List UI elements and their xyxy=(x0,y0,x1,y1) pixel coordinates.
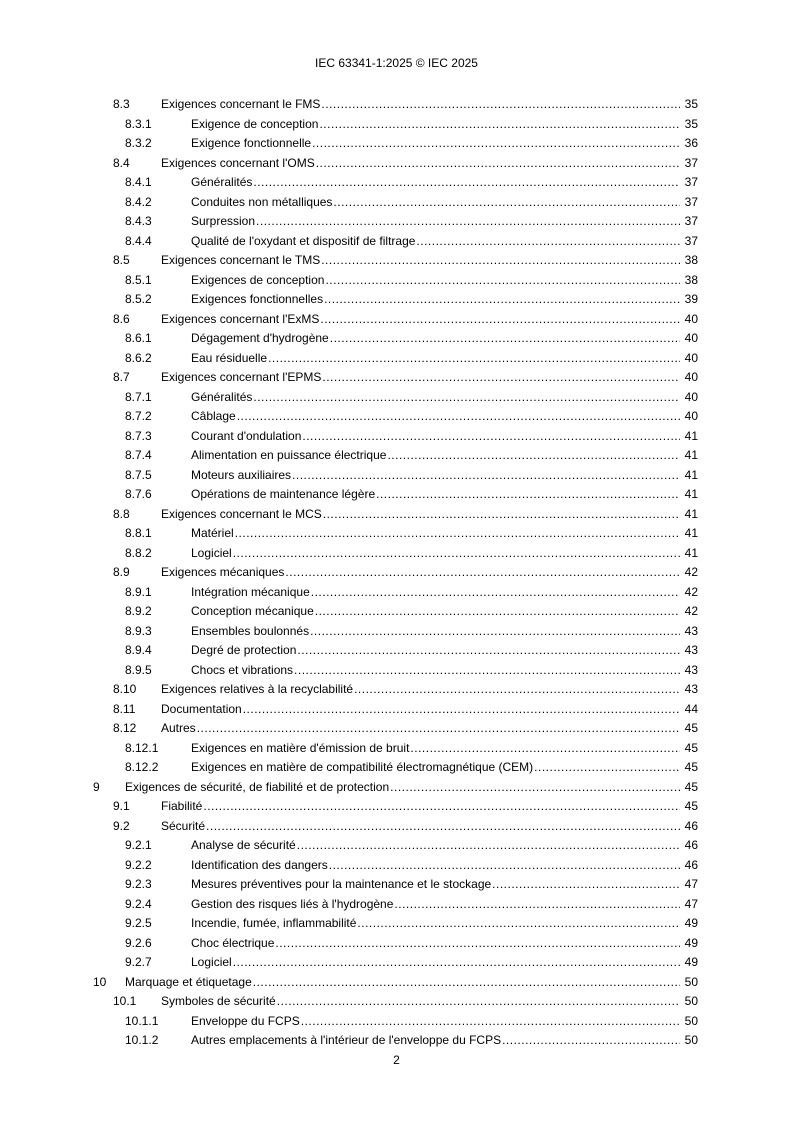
toc-entry-number: 9.1 xyxy=(113,799,130,813)
dot-leader xyxy=(319,115,680,135)
dot-leader xyxy=(315,602,680,622)
toc-entry-title[interactable]: Choc électrique xyxy=(191,935,275,950)
toc-entry-page: 50 xyxy=(684,1033,698,1047)
toc-entry-page: 43 xyxy=(684,643,698,657)
dot-leader xyxy=(325,271,680,291)
dot-leader xyxy=(292,466,680,486)
toc-entry-page: 38 xyxy=(684,272,698,287)
toc-entry-number: 8.12.1 xyxy=(125,740,159,755)
toc-entry-number: 9.2.1 xyxy=(125,838,152,852)
toc-entry-title[interactable]: Eau résiduelle xyxy=(191,350,268,365)
toc-entry[interactable] xyxy=(0,700,793,720)
dot-leader xyxy=(285,563,680,583)
dot-leader xyxy=(534,758,680,778)
toc-entry-page: 40 xyxy=(684,311,698,326)
toc-entry[interactable] xyxy=(0,661,793,681)
toc-entry[interactable] xyxy=(0,329,793,349)
toc-entry[interactable] xyxy=(0,973,793,993)
toc-entry-number: 9.2.3 xyxy=(125,877,152,891)
toc-entry[interactable] xyxy=(0,95,793,115)
toc-entry-title[interactable]: Exigences en matière d'émission de bruit xyxy=(191,740,410,755)
toc-entry-number: 9.2.7 xyxy=(125,955,152,969)
toc-entry-number: 8.7.2 xyxy=(125,409,152,423)
toc-entry-number: 8.4.2 xyxy=(125,194,152,209)
dot-leader xyxy=(321,95,680,115)
toc-entry-number: 8.9.2 xyxy=(125,604,152,618)
toc-entry[interactable] xyxy=(0,1031,793,1051)
dot-leader xyxy=(416,232,680,252)
toc-entry-number: 10 xyxy=(93,974,107,989)
toc-entry-page: 37 xyxy=(684,194,698,209)
toc-entry-title[interactable]: Exigences concernant le FMS xyxy=(161,97,321,111)
toc-entry-number: 10.1 xyxy=(113,994,137,1008)
toc-entry[interactable] xyxy=(0,934,793,954)
toc-entry-title[interactable]: Chocs et vibrations xyxy=(191,662,294,677)
toc-entry-title[interactable]: Incendie, fumée, inflammabilité xyxy=(191,916,357,930)
toc-entry-title[interactable]: Exigences en matière de compatibilité électromagnétique (CEM) xyxy=(191,760,534,774)
dot-leader xyxy=(237,407,680,427)
toc-entry-title[interactable]: Degré de protection xyxy=(191,643,297,657)
toc-entry[interactable] xyxy=(0,778,793,798)
toc-entry-page: 49 xyxy=(684,916,698,930)
dot-leader xyxy=(233,953,680,973)
toc-entry-title[interactable]: Ensembles boulonnés xyxy=(191,623,310,638)
toc-entry-number: 9.2.2 xyxy=(125,857,152,872)
toc-entry-number: 8.7.1 xyxy=(125,389,152,404)
toc-entry-title[interactable]: Documentation xyxy=(161,701,242,716)
dot-leader xyxy=(197,719,680,739)
toc-entry-page: 46 xyxy=(684,857,698,872)
toc-entry[interactable] xyxy=(0,856,793,876)
dot-leader xyxy=(277,992,680,1012)
toc-entry[interactable] xyxy=(0,290,793,310)
dot-leader xyxy=(390,778,680,798)
dot-leader xyxy=(322,368,680,388)
dot-leader xyxy=(320,310,680,330)
dot-leader xyxy=(316,154,680,174)
toc-entry-page: 41 xyxy=(684,545,698,560)
toc-entry[interactable] xyxy=(0,719,793,739)
toc-entry-number: 8.11 xyxy=(113,701,136,716)
toc-entry-page: 37 xyxy=(684,175,698,189)
toc-entry-number: 8.4 xyxy=(113,155,130,170)
toc-entry-page: 45 xyxy=(684,779,698,794)
toc-entry[interactable] xyxy=(0,797,793,817)
toc-entry-number: 9.2.5 xyxy=(125,916,152,930)
toc-entry-title[interactable]: Dégagement d'hydrogène xyxy=(191,331,329,345)
dot-leader xyxy=(410,739,680,759)
dot-leader xyxy=(357,914,680,934)
dot-leader xyxy=(310,622,680,642)
toc-entry[interactable] xyxy=(0,836,793,856)
dot-leader xyxy=(256,212,680,232)
toc-entry-title[interactable]: Symboles de sécurité xyxy=(161,994,276,1008)
toc-entry-page: 49 xyxy=(684,955,698,969)
toc-entry-title[interactable]: Autres xyxy=(161,721,196,735)
toc-entry[interactable] xyxy=(0,388,793,408)
toc-entry[interactable] xyxy=(0,271,793,291)
dot-leader xyxy=(321,251,680,271)
toc-entry-page: 49 xyxy=(684,935,698,950)
dot-leader xyxy=(253,173,680,193)
toc-entry[interactable] xyxy=(0,1012,793,1032)
dot-leader xyxy=(243,700,680,720)
toc-entry[interactable] xyxy=(0,115,793,135)
toc-entry-number: 10.1.1 xyxy=(125,1013,159,1028)
dot-leader xyxy=(297,836,680,856)
toc-entry-title[interactable]: Gestion des risques liés à l'hydrogène xyxy=(191,896,394,911)
toc-entry-number: 8.12.2 xyxy=(125,760,159,774)
toc-entry-number: 8.9.1 xyxy=(125,584,152,599)
toc-entry[interactable] xyxy=(0,310,793,330)
dot-leader xyxy=(394,895,680,915)
toc-entry-number: 8.7.3 xyxy=(125,428,152,443)
dot-leader xyxy=(294,661,680,681)
toc-entry-title[interactable]: Courant d'ondulation xyxy=(191,428,302,443)
toc-entry-page: 41 xyxy=(684,487,698,501)
toc-entry[interactable] xyxy=(0,680,793,700)
toc-entry[interactable] xyxy=(0,602,793,622)
dot-leader xyxy=(297,641,680,661)
toc-entry-title[interactable]: Exigences concernant le TMS xyxy=(161,253,321,267)
toc-entry-title[interactable]: Exigence de conception xyxy=(191,116,319,131)
dot-leader xyxy=(275,934,680,954)
toc-entry[interactable] xyxy=(0,407,793,427)
toc-entry[interactable] xyxy=(0,895,793,915)
toc-entry-page: 36 xyxy=(684,136,698,150)
toc-entry-title[interactable]: Marquage et étiquetage xyxy=(125,974,252,989)
toc-entry-page: 50 xyxy=(684,994,698,1008)
toc-entry[interactable] xyxy=(0,992,793,1012)
toc-entry-title[interactable]: Fiabilité xyxy=(161,799,203,813)
toc-entry-page: 45 xyxy=(684,740,698,755)
toc-entry[interactable] xyxy=(0,641,793,661)
toc-entry-title[interactable]: Câblage xyxy=(191,409,236,423)
toc-entry-number: 9.2.4 xyxy=(125,896,152,911)
toc-entry-page: 43 xyxy=(684,662,698,677)
toc-entry-number: 8.8 xyxy=(113,506,130,521)
toc-entry-number: 8.10 xyxy=(113,682,137,696)
toc-entry-title[interactable]: Intégration mécanique xyxy=(191,584,310,599)
toc-entry[interactable] xyxy=(0,232,793,252)
toc-entry[interactable] xyxy=(0,524,793,544)
toc-entry-number: 8.5 xyxy=(113,253,130,267)
toc-entry[interactable] xyxy=(0,583,793,603)
toc-entry-page: 40 xyxy=(684,389,698,404)
dot-leader xyxy=(302,427,680,447)
dot-leader xyxy=(253,388,680,408)
toc-entry-title[interactable]: Exigences fonctionnelles xyxy=(191,292,324,306)
toc-entry-number: 10.1.2 xyxy=(125,1033,159,1047)
dot-leader xyxy=(329,856,680,876)
toc-entry-title[interactable]: Exigences concernant le MCS xyxy=(161,506,322,521)
toc-entry-title[interactable]: Exigences concernant l'EPMS xyxy=(161,370,322,384)
toc-entry-page: 37 xyxy=(684,155,698,170)
dot-leader xyxy=(311,583,680,603)
toc-entry[interactable] xyxy=(0,134,793,154)
dot-leader xyxy=(323,505,680,525)
toc-entry-page: 43 xyxy=(684,623,698,638)
toc-entry-title[interactable]: Identification des dangers xyxy=(191,857,328,872)
toc-entry-number: 8.4.1 xyxy=(125,175,152,189)
toc-entry[interactable] xyxy=(0,446,793,466)
toc-entry[interactable] xyxy=(0,914,793,934)
toc-entry-page: 41 xyxy=(684,467,698,482)
toc-entry[interactable] xyxy=(0,505,793,525)
toc-entry-page: 35 xyxy=(684,97,698,111)
toc-entry-page: 42 xyxy=(684,584,698,599)
toc-entry-page: 47 xyxy=(684,877,698,891)
toc-entry-page: 47 xyxy=(684,896,698,911)
toc-entry-page: 45 xyxy=(684,760,698,774)
toc-entry-number: 8.5.1 xyxy=(125,272,152,287)
dot-leader xyxy=(301,1012,680,1032)
toc-entry-page: 43 xyxy=(684,682,698,696)
toc-entry-title[interactable]: Logiciel xyxy=(191,955,232,969)
toc-entry-page: 39 xyxy=(684,292,698,306)
toc-entry-page: 38 xyxy=(684,253,698,267)
toc-entry-page: 44 xyxy=(684,701,698,716)
toc-entry-number: 8.7.6 xyxy=(125,487,152,501)
dot-leader xyxy=(206,817,680,837)
toc-entry[interactable] xyxy=(0,466,793,486)
toc-entry-title[interactable]: Moteurs auxiliaires xyxy=(191,467,292,482)
toc-entry-number: 8.9.4 xyxy=(125,643,152,657)
toc-entry[interactable] xyxy=(0,349,793,369)
toc-entry[interactable] xyxy=(0,154,793,174)
toc-entry-number: 8.3 xyxy=(113,97,130,111)
toc-entry-number: 8.3.2 xyxy=(125,136,152,150)
dot-leader xyxy=(333,193,680,213)
dot-leader xyxy=(203,797,680,817)
toc-entry-page: 50 xyxy=(684,1013,698,1028)
toc-entry[interactable] xyxy=(0,875,793,895)
toc-entry-page: 37 xyxy=(684,233,698,248)
toc-entry-number: 9.2 xyxy=(113,818,130,833)
toc-entry-page: 40 xyxy=(684,350,698,365)
toc-entry-title[interactable]: Qualité de l'oxydant et dispositif de filtrage xyxy=(191,233,416,248)
toc-entry[interactable] xyxy=(0,368,793,388)
dot-leader xyxy=(376,485,680,505)
toc-entry-title[interactable]: Exigences de sécurité, de fiabilité et de protection xyxy=(125,779,390,794)
toc-entry[interactable] xyxy=(0,251,793,271)
toc-entry-page: 41 xyxy=(684,506,698,521)
toc-entry-number: 8.9.3 xyxy=(125,623,152,638)
toc-entry-page: 37 xyxy=(684,214,698,228)
toc-entry-page: 40 xyxy=(684,331,698,345)
toc-entry-page: 40 xyxy=(684,409,698,423)
dot-leader xyxy=(233,544,680,564)
toc-entry-number: 8.4.4 xyxy=(125,233,152,248)
toc-entry-number: 8.6 xyxy=(113,311,130,326)
toc-entry-page: 45 xyxy=(684,721,698,735)
dot-leader xyxy=(253,973,680,993)
toc-entry-title[interactable]: Alimentation en puissance électrique xyxy=(191,448,387,462)
toc-entry-number: 8.6.2 xyxy=(125,350,152,365)
toc-entry-title[interactable]: Exigences de conception xyxy=(191,272,325,287)
dot-leader xyxy=(387,446,680,466)
toc-entry-title[interactable]: Mesures préventives pour la maintenance et le stockage xyxy=(191,877,492,891)
toc-entry-number: 8.6.1 xyxy=(125,331,152,345)
toc-entry-number: 8.7 xyxy=(113,370,130,384)
toc-entry-number: 8.8.1 xyxy=(125,526,152,540)
toc-entry-number: 9 xyxy=(93,779,100,794)
toc-entry-title[interactable]: Logiciel xyxy=(191,545,232,560)
dot-leader xyxy=(268,349,680,369)
toc-entry-title[interactable]: Conduites non métalliques xyxy=(191,194,333,209)
toc-entry-title[interactable]: Exigences relatives à la recyclabilité xyxy=(161,682,354,696)
toc-entry-number: 8.9 xyxy=(113,565,130,579)
toc-entry-number: 8.5.2 xyxy=(125,292,152,306)
toc-entry-number: 8.7.5 xyxy=(125,467,152,482)
toc-entry-title[interactable]: Généralités xyxy=(191,389,253,404)
toc-entry-number: 8.3.1 xyxy=(125,116,152,131)
toc-entry-title[interactable]: Opérations de maintenance légère xyxy=(191,487,376,501)
toc-entry-title[interactable]: Exigences concernant l'ExMS xyxy=(161,311,320,326)
toc-entry-title[interactable]: Exigences concernant l'OMS xyxy=(161,155,315,170)
dot-leader xyxy=(354,680,680,700)
toc-entry-title[interactable]: Enveloppe du FCPS xyxy=(191,1013,300,1028)
toc-entry-title[interactable]: Matériel xyxy=(191,526,234,540)
page-number: 2 xyxy=(393,1053,400,1067)
toc-entry[interactable] xyxy=(0,544,793,564)
dot-leader xyxy=(312,134,680,154)
page-header: IEC 63341-1:2025 © IEC 2025 xyxy=(315,56,478,70)
toc-entry-page: 45 xyxy=(684,799,698,813)
toc-entry-number: 8.7.4 xyxy=(125,448,152,462)
toc-entry-title[interactable]: Généralités xyxy=(191,175,253,189)
toc-entry-page: 41 xyxy=(684,448,698,462)
toc-entry[interactable] xyxy=(0,622,793,642)
toc-entry-title[interactable]: Surpression xyxy=(191,214,256,228)
toc-entry-page: 41 xyxy=(684,526,698,540)
dot-leader xyxy=(502,1031,680,1051)
toc-entry-title[interactable]: Exigences mécaniques xyxy=(161,565,285,579)
toc-entry-number: 8.9.5 xyxy=(125,662,152,677)
toc-entry-page: 42 xyxy=(684,565,698,579)
toc-entry-number: 9.2.6 xyxy=(125,935,152,950)
toc-entry[interactable] xyxy=(0,739,793,759)
dot-leader xyxy=(324,290,680,310)
toc-entry-page: 46 xyxy=(684,818,698,833)
toc-entry-page: 46 xyxy=(684,838,698,852)
dot-leader xyxy=(235,524,680,544)
toc-entry-title[interactable]: Analyse de sécurité xyxy=(191,838,296,852)
toc-entry-number: 8.4.3 xyxy=(125,214,152,228)
toc-entry-title[interactable]: Exigence fonctionnelle xyxy=(191,136,312,150)
toc-entry[interactable] xyxy=(0,427,793,447)
toc-entry[interactable] xyxy=(0,953,793,973)
toc-entry-page: 40 xyxy=(684,370,698,384)
toc-entry-page: 35 xyxy=(684,116,698,131)
toc-entry[interactable] xyxy=(0,817,793,837)
toc-entry-title[interactable]: Sécurité xyxy=(161,818,206,833)
toc-entry-title[interactable]: Autres emplacements à l'intérieur de l'enveloppe du FCPS xyxy=(191,1033,502,1047)
toc-entry-page: 41 xyxy=(684,428,698,443)
toc-entry[interactable] xyxy=(0,758,793,778)
toc-entry[interactable] xyxy=(0,193,793,213)
toc-entry[interactable] xyxy=(0,212,793,232)
dot-leader xyxy=(492,875,680,895)
toc-entry-title[interactable]: Conception mécanique xyxy=(191,604,314,618)
toc-entry[interactable] xyxy=(0,173,793,193)
toc-entry-number: 8.8.2 xyxy=(125,545,152,560)
toc-entry-page: 50 xyxy=(684,974,698,989)
toc-entry-number: 8.12 xyxy=(113,721,137,735)
toc-entry[interactable] xyxy=(0,485,793,505)
toc-entry[interactable] xyxy=(0,563,793,583)
dot-leader xyxy=(330,329,680,349)
toc-entry-page: 42 xyxy=(684,604,698,618)
